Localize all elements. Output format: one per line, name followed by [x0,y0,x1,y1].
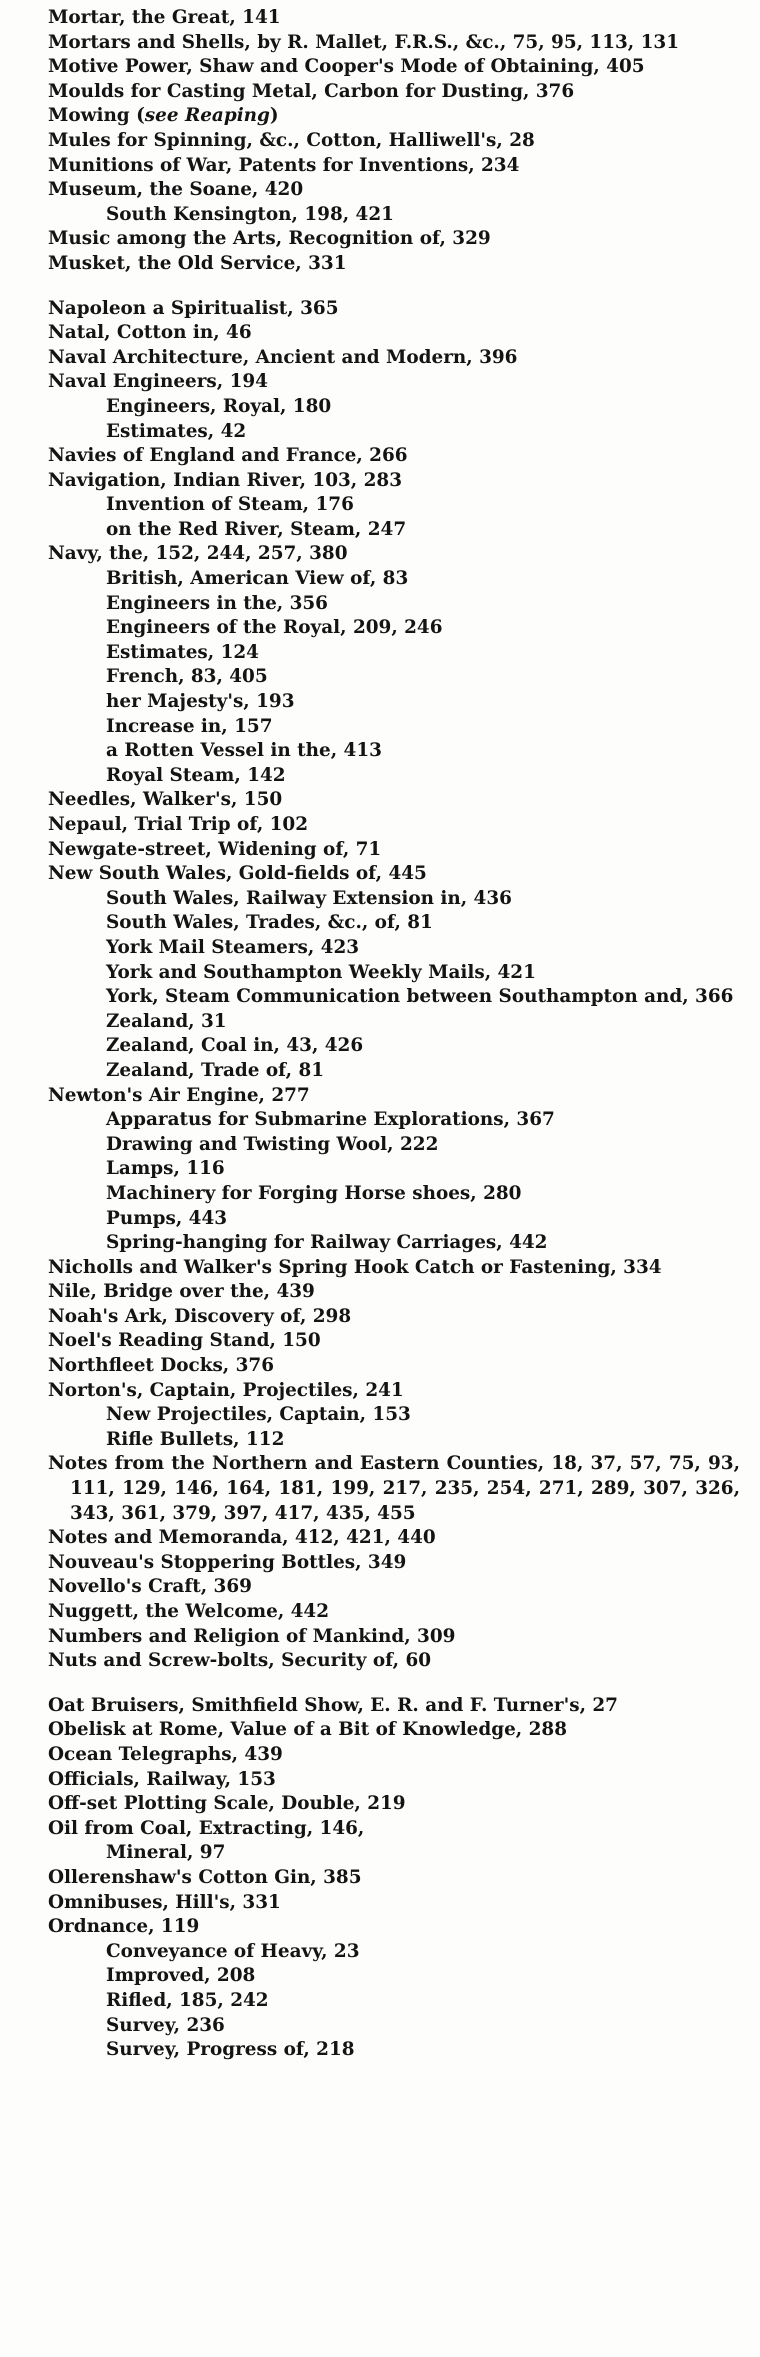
index-entry: Museum, the Soane, 420 [48,179,304,201]
index-entry: Omnibuses, Hill's, 331 [48,1891,281,1913]
index-subentry: Apparatus for Submarine Explorations, 367 [106,1109,555,1131]
index-subentry: Machinery for Forging Horse shoes, 280 [106,1182,522,1204]
index-entry: Nile, Bridge over the, 439 [48,1281,315,1303]
index-subentry: British, American View of, 83 [106,568,409,590]
index-subentry: her Majesty's, 193 [106,691,295,713]
index-subentry: Pumps, 443 [106,1207,228,1229]
index-entry: Oat Bruisers, Smithfield Show, E. R. and F. Turner's, 27 [48,1694,618,1716]
index-entry: Nouveau's Stoppering Bottles, 349 [48,1551,407,1573]
index-entry: Naval Engineers, 194 [48,371,268,393]
index-subentry: York and Southampton Weekly Mails, 421 [106,961,536,983]
index-subentry: Drawing and Twisting Wool, 222 [106,1133,439,1155]
index-subentry: Engineers, Royal, 180 [106,395,332,417]
index-entry: Naval Architecture, Ancient and Modern, 396 [48,346,518,368]
index-entry: Noel's Reading Stand, 150 [48,1330,321,1352]
index-subentry: Lamps, 116 [106,1158,225,1180]
index-entry: Northfleet Docks, 376 [48,1355,275,1377]
index-entry: Navies of England and France, 266 [48,445,408,467]
index-subentry: Survey, 236 [106,2014,225,2036]
index-subentry: Engineers of the Royal, 209, 246 [106,617,443,639]
index-entry: Newgate-street, Widening of, 71 [48,838,382,860]
index-entry: Newton's Air Engine, 277 [48,1084,310,1106]
index-subentry: Spring-hanging for Railway Carriages, 442 [106,1232,548,1254]
index-entry: Ordnance, 119 [48,1916,200,1938]
index-entry: Officials, Railway, 153 [48,1768,276,1790]
index-subentry: New Projectiles, Captain, 153 [106,1404,411,1426]
index-entry: Music among the Arts, Recognition of, 329 [48,228,491,250]
cross-reference: see Reaping [144,105,270,127]
index-subentry: South Kensington, 198, 421 [106,203,394,225]
index-subentry: Invention of Steam, 176 [106,494,354,516]
index-entry: Moulds for Casting Metal, Carbon for Dusting, 376 [48,80,575,102]
index-subentry: York Mail Steamers, 423 [106,936,360,958]
index-subentry: Zealand, 31 [106,1010,227,1032]
index-entry: Notes and Memoranda, 412, 421, 440 [48,1527,436,1549]
index-entry: Navy, the, 152, 244, 257, 380 [48,543,348,565]
index-subentry: South Wales, Trades, &c., of, 81 [106,912,433,934]
index-entry: Napoleon a Spiritualist, 365 [48,297,339,319]
index-entry: Off-set Plotting Scale, Double, 219 [48,1793,406,1815]
index-subentry: a Rotten Vessel in the, 413 [106,740,382,762]
index-subentry: South Wales, Railway Extension in, 436 [106,887,512,909]
index-entry: Nepaul, Trial Trip of, 102 [48,814,309,835]
index-entry: Nuggett, the Welcome, 442 [48,1601,330,1622]
index-entry: Notes from the Northern and Eastern Counties, 18, 37, 57, 75, 93, 111, 129, 146, 164, 181, 199, 217, 235, 254, 271, 289, 307, 326, 343, 361, 379, 397, 417, 435, 455 [48,1453,740,1524]
index-subentry: Improved, 208 [106,1965,256,1987]
index-subentry: Mineral, 97 [106,1842,226,1864]
index-subentry: on the Red River, Steam, 247 [106,518,407,540]
index-entry: Natal, Cotton in, 46 [48,322,252,344]
index-list [48,6,740,2063]
index-entry: New South Wales, Gold-fields of, 445 [48,863,427,885]
index-entry: Norton's, Captain, Projectiles, 241 [48,1379,404,1401]
index-entry: Novello's Craft, 369 [48,1576,252,1598]
index-entry: Oil from Coal, Extracting, 146, [48,1817,365,1839]
index-entry: Musket, the Old Service, 331 [48,252,347,274]
index-entry: Nuts and Screw-bolts, Security of, 60 [48,1650,432,1672]
index-subentry: York, Steam Communication between Southampton and, 366 [106,986,734,1008]
index-subentry: Engineers in the, 356 [106,592,328,614]
index-subentry: Zealand, Trade of, 81 [106,1059,325,1081]
index-entry: Navigation, Indian River, 103, 283 [48,469,403,491]
index-entry: Munitions of War, Patents for Inventions, 234 [48,154,520,176]
index-subentry: Zealand, Coal in, 43, 426 [106,1035,364,1057]
index-entry: Needles, Walker's, 150 [48,789,283,811]
index-entry: Mules for Spinning, &c., Cotton, Halliwell's, 28 [48,129,535,151]
index-subentry: Increase in, 157 [106,715,273,737]
index-entry: Noah's Ark, Discovery of, 298 [48,1305,352,1327]
index-entry: Ocean Telegraphs, 439 [48,1743,283,1765]
index-entry: Numbers and Religion of Mankind, 309 [48,1625,456,1647]
index-subentry: French, 83, 405 [106,666,268,688]
index-subentry: Rifle Bullets, 112 [106,1428,285,1450]
index-subentry: Estimates, 42 [106,420,247,442]
index-subentry: Survey, Progress of, 218 [106,2039,355,2061]
index-entry: Motive Power, Shaw and Cooper's Mode of Obtaining, 405 [48,56,645,78]
index-entry: Nicholls and Walker's Spring Hook Catch or Fastening, 334 [48,1256,662,1278]
index-subentry: Estimates, 124 [106,641,259,663]
index-entry: Ollerenshaw's Cotton Gin, 385 [48,1866,362,1888]
index-entry: Obelisk at Rome, Value of a Bit of Knowledge, 288 [48,1719,567,1741]
index-subentry: Royal Steam, 142 [106,764,286,786]
index-entry: Mortar, the Great, 141 [48,7,281,28]
index-entry: Mortars and Shells, by R. Mallet, F.R.S., &c., 75, 95, 113, 131 [48,31,680,53]
index-entry: Mowing (see Reaping) [48,105,279,127]
index-subentry: Rifled, 185, 242 [106,1989,269,2011]
index-subentry: Conveyance of Heavy, 23 [106,1940,360,1962]
